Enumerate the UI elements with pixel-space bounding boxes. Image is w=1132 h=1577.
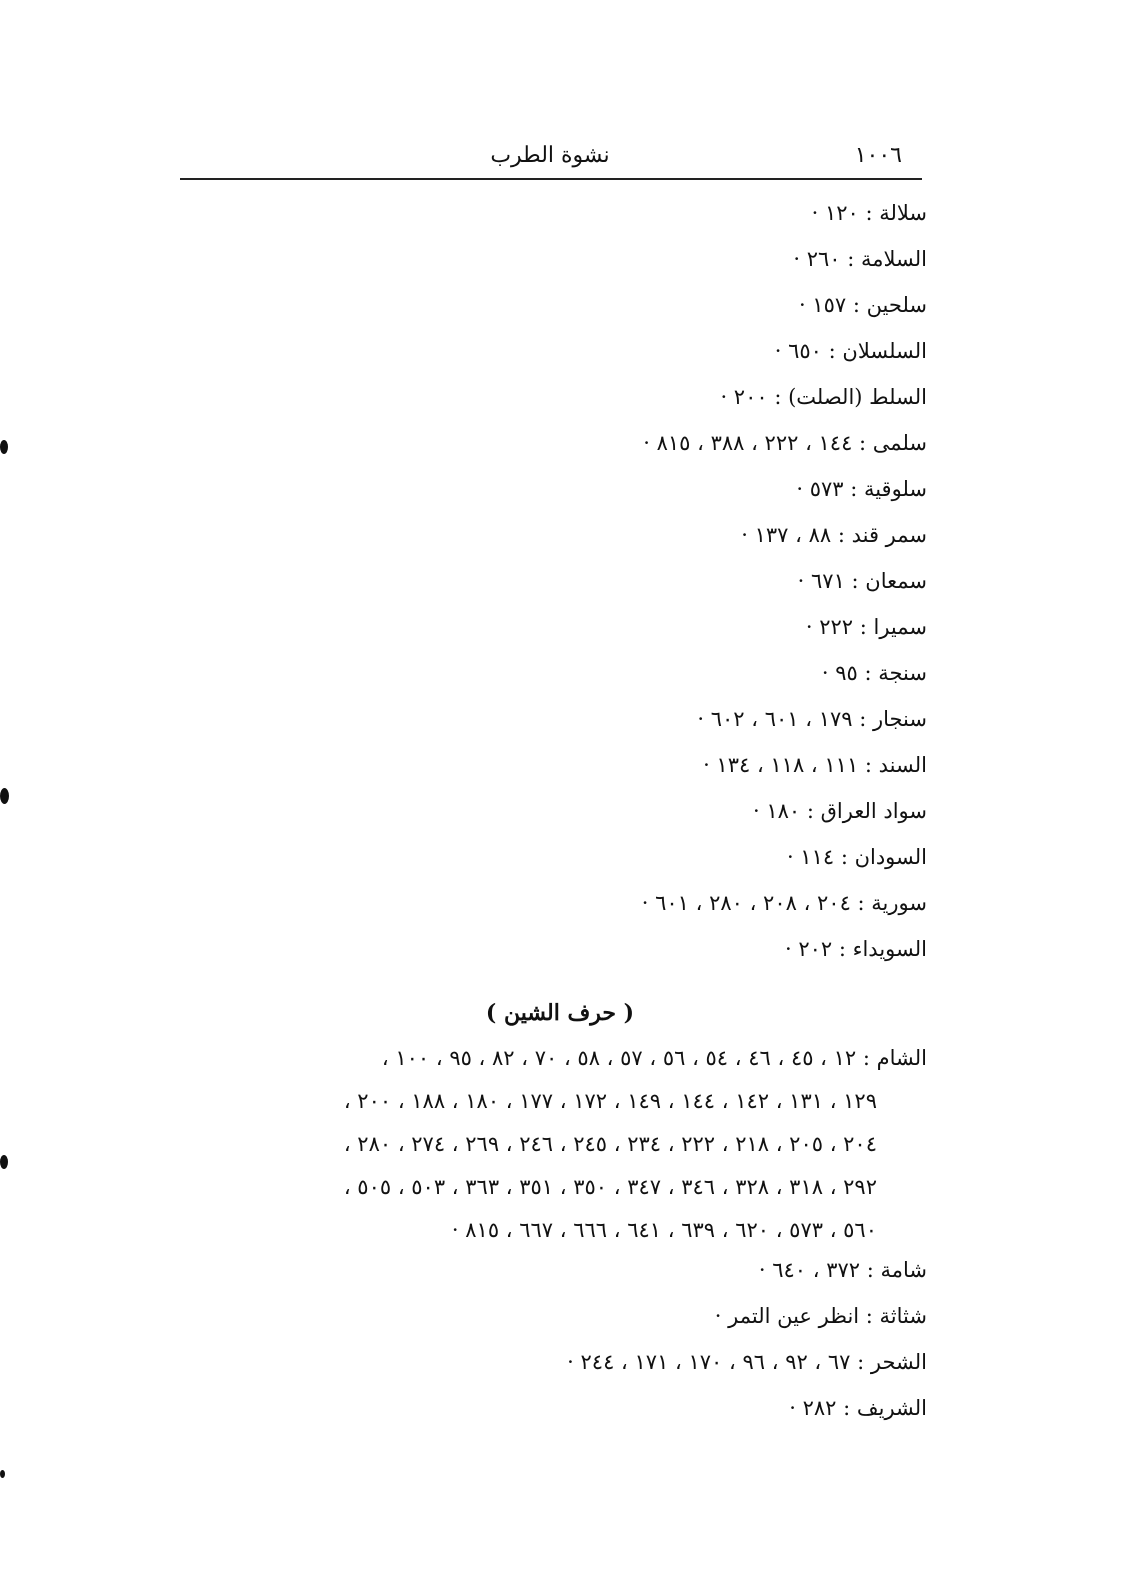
scan-speck — [0, 440, 8, 454]
page-number: ١٠٠٦ — [854, 143, 902, 168]
index-entry: السودان : ١١٤ · — [786, 845, 927, 869]
index-entry: سنجة : ٩٥ · — [821, 661, 927, 685]
index-entry: الشحر : ٦٧ ، ٩٢ ، ٩٦ ، ١٧٠ ، ١٧١ ، ٢٤٤ · — [567, 1350, 927, 1374]
index-entry-continuation: ٢٩٢ ، ٣١٨ ، ٣٢٨ ، ٣٤٦ ، ٣٤٧ ، ٣٥٠ ، ٣٥١ ، ٣٦٣ ، ٥٠٣ ، ٥٠٥ ، — [343, 1175, 877, 1199]
index-entry: سلالة : ١٢٠ · — [811, 201, 927, 225]
scan-speck — [0, 1470, 5, 1478]
index-list-shin — [187, 1252, 927, 1436]
index-entry: سلمى : ١٤٤ ، ٢٢٢ ، ٣٨٨ ، ٨١٥ · — [643, 431, 927, 455]
scan-speck — [0, 1155, 8, 1169]
index-entry: السلامة : ٢٦٠ · — [793, 247, 927, 271]
index-entry: الشريف : ٢٨٢ · — [789, 1396, 927, 1420]
index-entry: السلسلان : ٦٥٠ · — [774, 339, 927, 363]
index-entry: السلط (الصلت) : ٢٠٠ · — [720, 385, 927, 409]
index-entry: سلحين : ١٥٧ · — [798, 293, 927, 317]
running-title: نشوة الطرب — [490, 143, 610, 168]
index-entry: سمر قند : ٨٨ ، ١٣٧ · — [741, 523, 927, 547]
index-entry: السويداء : ٢٠٢ · — [784, 937, 927, 961]
section-heading: ( حرف الشين ) — [485, 1000, 635, 1026]
index-entry: سورية : ٢٠٤ ، ٢٠٨ ، ٢٨٠ ، ٦٠١ · — [641, 891, 927, 915]
index-entry: سواد العراق : ١٨٠ · — [752, 799, 927, 823]
index-entry: سنجار : ١٧٩ ، ٦٠١ ، ٦٠٢ · — [697, 707, 927, 731]
index-entry-continuation: ١٢٩ ، ١٣١ ، ١٤٢ ، ١٤٤ ، ١٤٩ ، ١٧٢ ، ١٧٧ ، ١٨٠ ، ١٨٨ ، ٢٠٠ ، — [343, 1089, 877, 1113]
scan-speck — [0, 788, 9, 804]
header-rule — [180, 178, 922, 180]
index-entry-continuation: ٥٦٠ ، ٥٧٣ ، ٦٢٠ ، ٦٣٩ ، ٦٤١ ، ٦٦٦ ، ٦٦٧ ، ٨١٥ · — [451, 1218, 877, 1242]
index-entry: سمعان : ٦٧١ · — [797, 569, 927, 593]
index-entry: شامة : ٣٧٢ ، ٦٤٠ · — [758, 1258, 927, 1282]
index-list-sin — [187, 195, 927, 977]
index-entry: سميرا : ٢٢٢ · — [805, 615, 927, 639]
index-entry: سلوقية : ٥٧٣ · — [796, 477, 927, 501]
index-entry: شثاثة : انظر عين التمر · — [714, 1304, 927, 1328]
index-entry-continuation: ٢٠٤ ، ٢٠٥ ، ٢١٨ ، ٢٢٢ ، ٢٣٤ ، ٢٤٥ ، ٢٤٦ ، ٢٦٩ ، ٢٧٤ ، ٢٨٠ ، — [343, 1132, 877, 1156]
index-entry-line: الشام : ١٢ ، ٤٥ ، ٤٦ ، ٥٤ ، ٥٦ ، ٥٧ ، ٥٨ ، ٧٠ ، ٨٢ ، ٩٥ ، ١٠٠ ، — [381, 1046, 927, 1070]
index-entry-sham — [167, 1040, 927, 1255]
index-entry: السند : ١١١ ، ١١٨ ، ١٣٤ · — [703, 753, 927, 777]
